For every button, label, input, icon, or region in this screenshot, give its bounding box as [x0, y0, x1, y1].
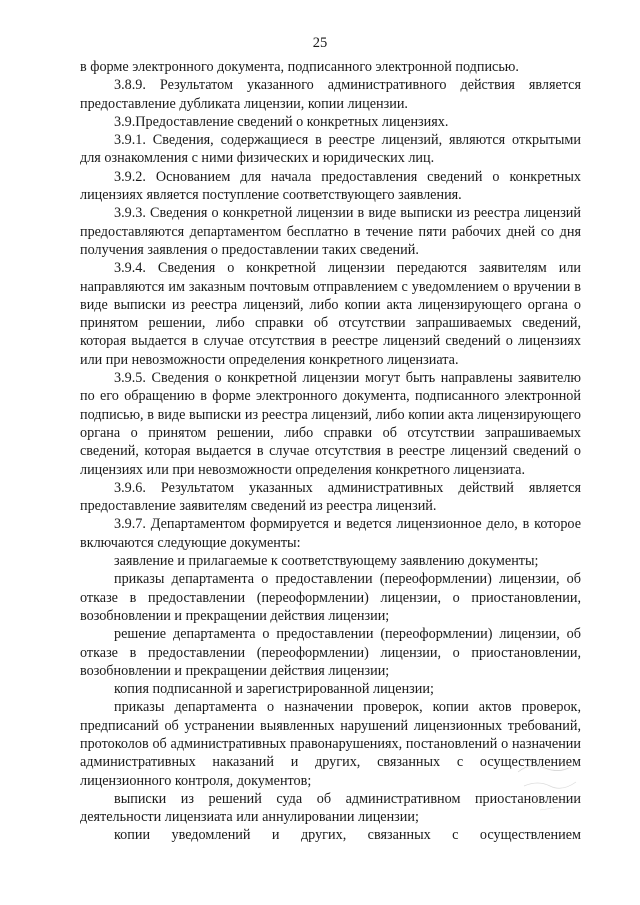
list-item-orders: приказы департамента о предоставлении (переоформлении) лицензии, об отказе в предоставлении (переоформлении) лицензии, о приостановлении, возобновлении и прекращении действия лицензии;	[80, 571, 581, 624]
paragraph-3-9-6: 3.9.6. Результатом указанных административных действий является предоставление заявителям сведений из реестра лицензий.	[80, 479, 581, 515]
paragraph-3-9-1: 3.9.1. Сведения, содержащиеся в реестре лицензий, являются открытыми для ознакомления с ними физических и юридических лиц.	[80, 132, 581, 167]
paragraph-3-9-2: 3.9.2. Основанием для начала предоставления сведений о конкретных лицензиях является поступление соответствующего заявления.	[80, 168, 581, 204]
list-item-notification-copies: копии уведомлений и других, связанных с осуществлением	[114, 827, 581, 844]
paragraph-3-9-4: 3.9.4. Сведения о конкретной лицензии передаются заявителям или направляются им заказным почтовым отправлением с уведомлением о вручении в виде выписки из реестра лицензий, либо копии акта лицензирующего органа о принятом решении, либо справки об отсутствии запрашиваемых сведений, которая выдается в случае отсутствия в реестре лицензий сведений о лицензиях или при невозможности определения конкретного лицензиата.	[80, 260, 581, 368]
paragraph-3-9-5: 3.9.5. Сведения о конкретной лицензии могут быть направлены заявителю по его обращению в форме электронного документа, подписанного электронной подписью, в виде выписки из реестра лицензий, либо копии акта лицензирующего органа о принятом решении, либо справки об отсутствии запрашиваемых сведений, которая выдается в случае отсутствия в реестре лицензий сведений о лицензиях или при невозможности определения конкретного лицензиата.	[80, 370, 581, 478]
paragraph-3-8-9: 3.8.9. Результатом указанного административного действия является предоставление дубликата лицензии, копии лицензии.	[80, 77, 581, 112]
list-item-inspection-orders: приказы департамента о назначении проверок, копии актов проверок, предписаний об устранении выявленных нарушений лицензионных требований, протоколов об административных правонарушениях, постановлений о назначении административных наказаний и других, связанных с осуществлением лицензионного контроля, документов;	[80, 699, 581, 789]
list-item-court-extracts: выписки из решений суда об административном приостановлении деятельности лицензиата или аннулировании лицензии;	[80, 790, 581, 826]
list-item-application: заявление и прилагаемые к соответствующему заявлению документы;	[114, 553, 539, 570]
list-item-decision: решение департамента о предоставлении (переоформлении) лицензии, об отказе в предоставлении (переоформлении) лицензии, о приостановлении, возобновлении и прекращении действия лицензии;	[80, 626, 581, 679]
paragraph-3-9-7: 3.9.7. Департаментом формируется и ведется лицензионное дело, в которое включаются следующие документы:	[80, 516, 581, 551]
list-item-license-copy: копия подписанной и зарегистрированной лицензии;	[114, 681, 434, 698]
document-body	[80, 58, 581, 845]
section-heading-3-9: 3.9.Предоставление сведений о конкретных лицензиях.	[114, 113, 449, 130]
page-number: 25	[312, 35, 328, 51]
paragraph-3-9-3: 3.9.3. Сведения о конкретной лицензии в виде выписки из реестра лицензий предоставляются департаментом бесплатно в течение пяти рабочих дней со дня получения заявления о предоставлении таких сведений.	[80, 205, 581, 258]
paragraph-continuation: в форме электронного документа, подписанного электронной подписью.	[80, 59, 519, 75]
